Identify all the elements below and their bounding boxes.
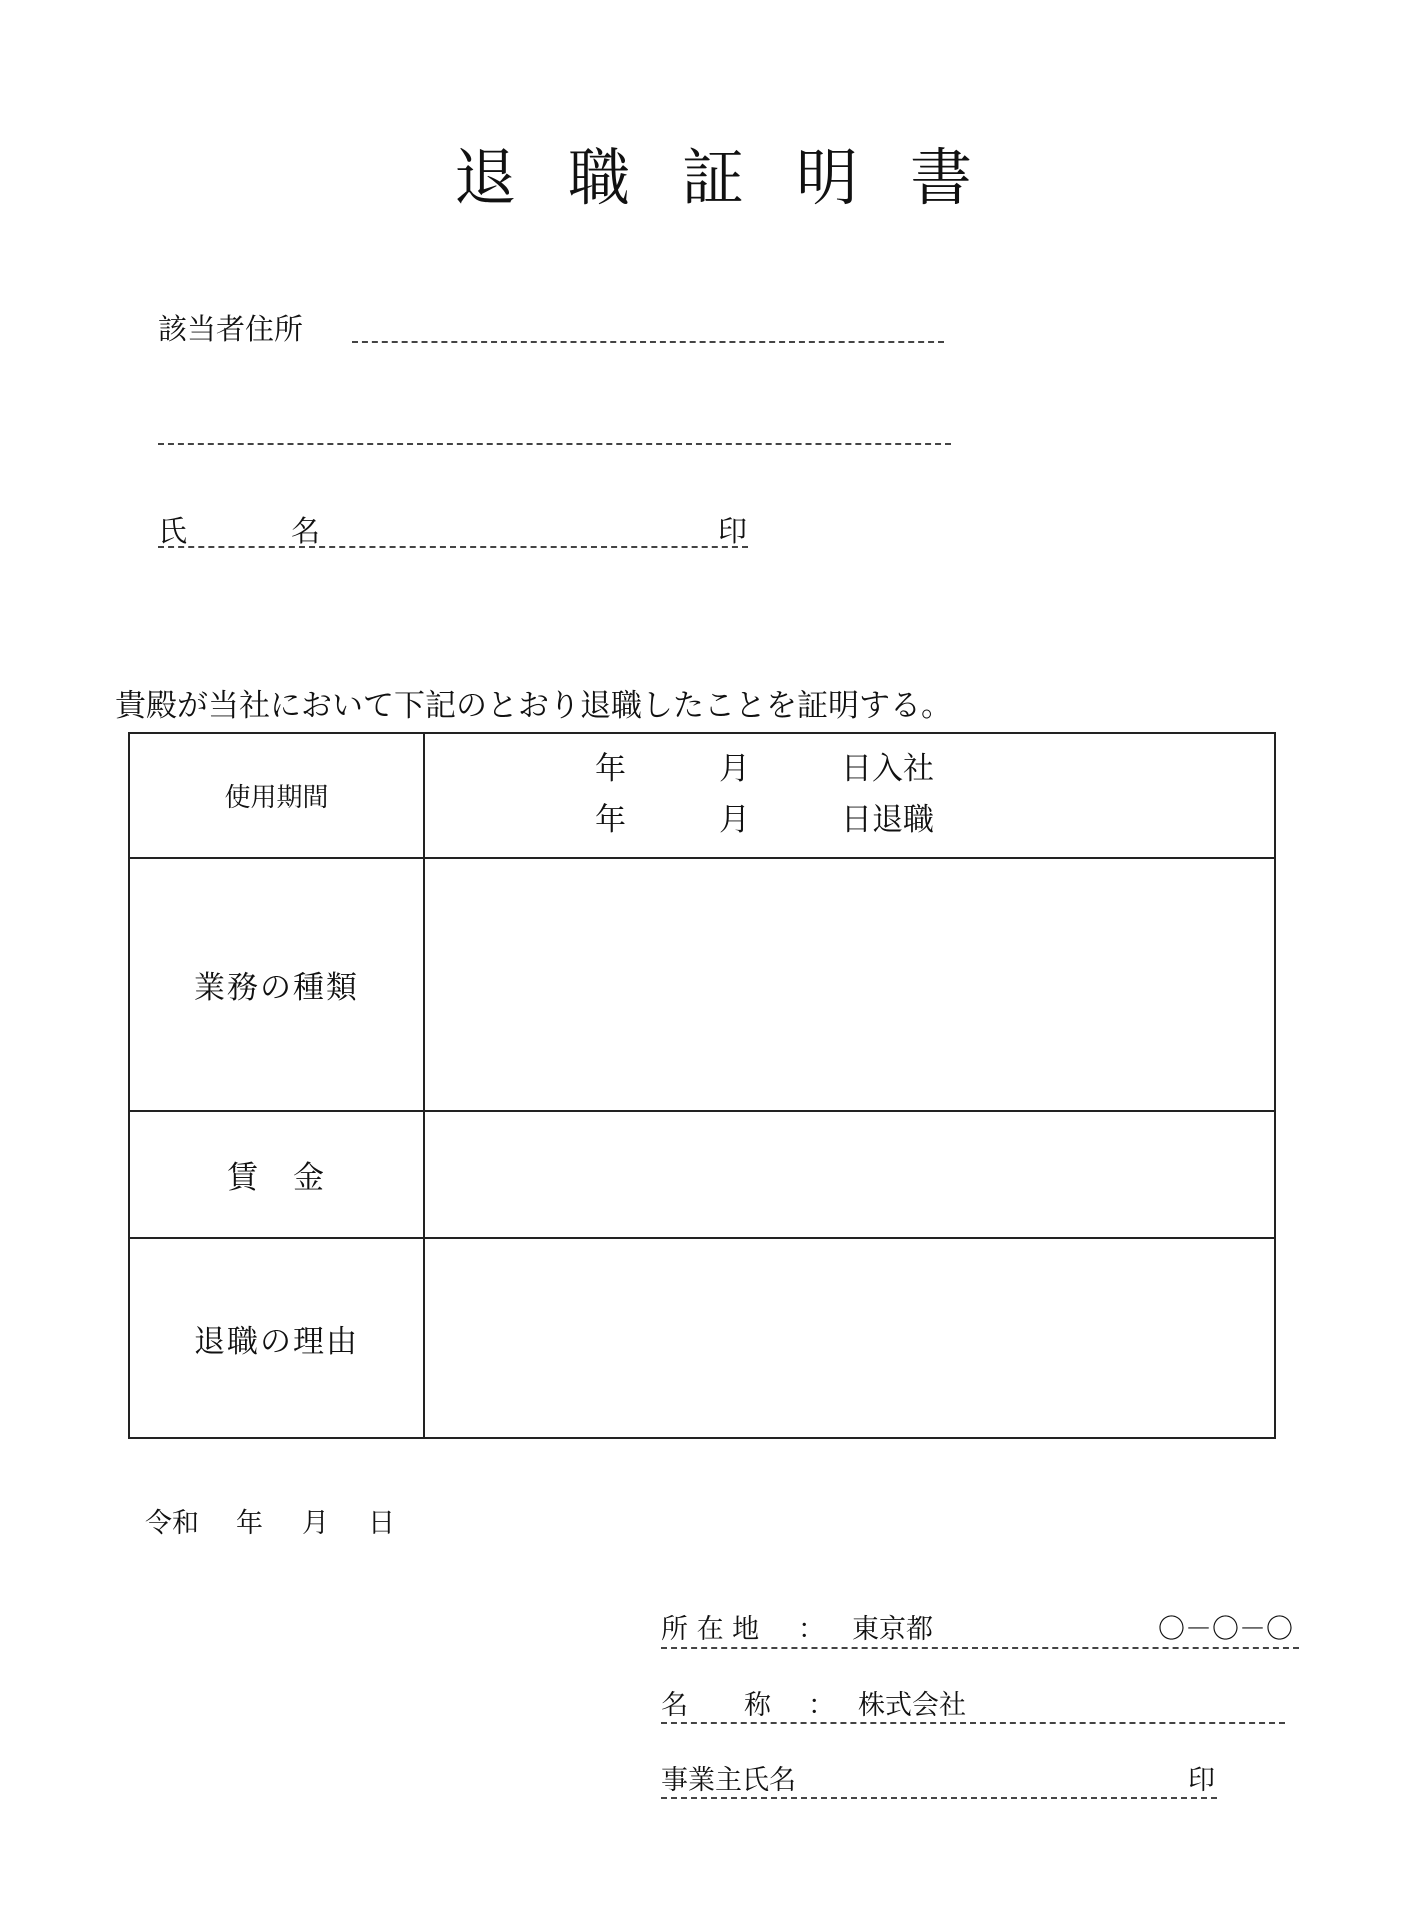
company-name-colon: ： <box>808 1690 835 1721</box>
work-type-cell[interactable] <box>424 858 1275 1111</box>
page-title: 退職証明書 <box>453 141 1024 214</box>
wage-cell[interactable] <box>424 1111 1275 1238</box>
company-name-line[interactable] <box>661 1722 1285 1724</box>
join-year: 年 <box>595 751 626 787</box>
address-line-2[interactable] <box>158 443 951 445</box>
table-row <box>129 858 1275 1111</box>
address-line-1[interactable] <box>352 341 944 343</box>
name-label-2: 名 <box>291 514 321 548</box>
table-row <box>129 733 1275 858</box>
reason-cell[interactable] <box>424 1238 1275 1438</box>
certification-statement: 貴殿が当社において下記のとおり退職したことを証明する。 <box>115 688 952 724</box>
company-name-label-2: 称 <box>744 1690 771 1721</box>
leave-year: 年 <box>595 802 626 838</box>
leave-month: 月 <box>719 802 750 838</box>
date-era: 令和 <box>145 1508 199 1539</box>
location-colon: ： <box>798 1614 825 1645</box>
date-year: 年 <box>236 1508 263 1539</box>
seal-mark: 印 <box>718 514 748 548</box>
location-number: 〇－〇－〇 <box>1158 1614 1293 1645</box>
join-month: 月 <box>719 751 750 787</box>
certificate-table <box>128 732 1276 1439</box>
table-row <box>129 1111 1275 1238</box>
location-line[interactable] <box>661 1647 1299 1649</box>
date-month: 月 <box>302 1508 329 1539</box>
owner-label: 事業主氏名 <box>661 1765 796 1796</box>
location-value: 東京都 <box>852 1614 933 1645</box>
name-label-1: 氏 <box>158 514 188 548</box>
company-name-label-1: 名 <box>661 1690 688 1721</box>
join-day: 日入社 <box>841 751 934 787</box>
date-day: 日 <box>368 1508 395 1539</box>
leave-day: 日退職 <box>841 802 934 838</box>
table-row <box>129 1238 1275 1438</box>
owner-seal-mark: 印 <box>1188 1765 1215 1796</box>
location-label: 所 在 地 <box>661 1614 760 1645</box>
period-label: 使用期間 <box>129 733 424 858</box>
address-label: 該当者住所 <box>158 312 304 346</box>
company-name-value: 株式会社 <box>858 1690 966 1721</box>
reason-label: 退職の理由 <box>129 1238 424 1438</box>
owner-line[interactable] <box>661 1797 1217 1799</box>
work-type-label: 業務の種類 <box>129 858 424 1111</box>
name-line[interactable] <box>158 546 748 548</box>
period-cell[interactable] <box>424 733 1275 858</box>
wage-label: 賃 金 <box>129 1111 424 1238</box>
